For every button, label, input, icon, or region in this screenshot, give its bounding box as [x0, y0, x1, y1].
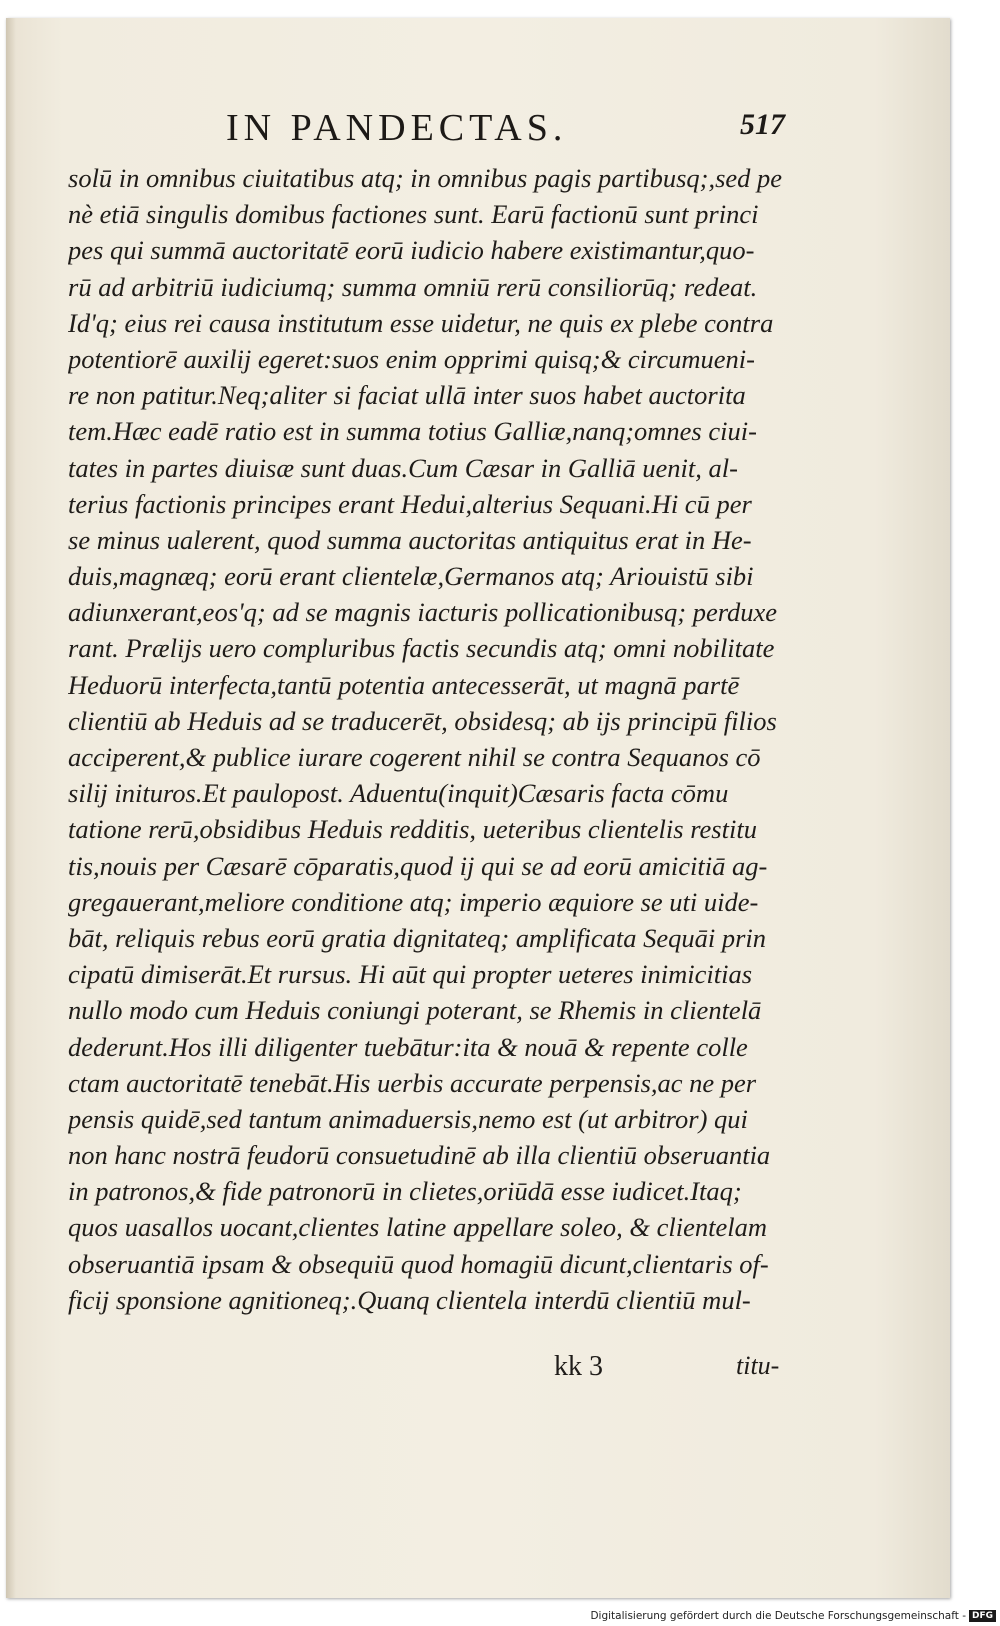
text-block — [68, 160, 788, 1318]
catchword: titu- — [736, 1351, 780, 1380]
text-line: tis,nouis per Cæsarē cōparatis,quod ij qui se ad eorū amicitiā ag- — [68, 850, 768, 881]
text-line: quos uasallos uocant,clientes latine appellare soleo, & clientelam — [68, 1212, 767, 1243]
text-line: tem.Hæc eadē ratio est in summa totius Galliæ,nanq;omnes ciui- — [68, 416, 757, 447]
credit-text: Digitalisierung gefördert durch die Deutsche Forschungsgemeinschaft - — [590, 1610, 966, 1622]
text-line: acciperent,& publice iurare cogerent nihil se contra Sequanos cō — [68, 742, 761, 772]
text-line: adiunxerant,eos'q; ad se magnis iacturis pollicationibusq; perduxe — [68, 597, 778, 628]
book-page — [6, 18, 950, 1598]
text-line: potentiorē auxilij egeret:suos enim opprimi quisq;& circumueni- — [68, 343, 755, 374]
text-line: obseruantiā ipsam & obsequiū quod homagiū dicunt,clientaris of- — [68, 1248, 769, 1279]
text-line: re non patitur.Neq;aliter si faciat ullā inter suos habet auctorita — [68, 380, 746, 411]
text-line: cipatū dimiserāt.Et rursus. Hi aūt qui propter ueteres inimicitias — [68, 959, 753, 990]
text-line: pes qui summā auctoritatē eorū iudicio habere existimantur,quo- — [68, 235, 755, 266]
text-line: duis,magnæq; eorū erant clientelæ,Germanos atq; Ariouistū sibi — [68, 561, 754, 592]
text-line: Heduorū interfecta,tantū potentia antecesserāt, ut magnā partē — [68, 669, 740, 700]
text-line: nullo modo cum Heduis coniungi poterant, se Rhemis in clientelā — [68, 995, 762, 1026]
text-line: ficij sponsione agnitioneq;.Quanq clientela interdū clientiū mul- — [68, 1284, 751, 1315]
text-line: ctam auctoritatē tenebāt.His uerbis accurate perpensis,ac ne per — [68, 1067, 757, 1098]
text-line: tatione rerū,obsidibus Heduis redditis, ueteribus clientelis restitu — [68, 814, 757, 845]
dfg-logo: DFG — [969, 1610, 996, 1622]
text-line: in patronos,& fide patronorū in clietes,oriūdā esse iudicet.Itaq; — [68, 1176, 742, 1207]
folio-number: 517 — [740, 108, 785, 141]
text-line: se minus ualerent, quod summa auctoritas antiquitus erat in He- — [68, 524, 752, 555]
text-line: Id'q; eius rei causa institutum esse uidetur, ne quis ex plebe contra — [68, 307, 774, 338]
page-edge-shadow — [6, 18, 16, 1598]
text-line: pensis quidē,sed tantum animaduersis,nemo est (ut arbitror) qui — [68, 1103, 748, 1134]
text-line: terius factionis principes erant Hedui,alterius Sequani.Hi cū per — [68, 488, 752, 519]
running-title: IN PANDECTAS. — [226, 107, 568, 149]
text-line: rū ad arbitriū iudiciumq; summa omniū rerū consiliorūq; redeat. — [68, 271, 758, 302]
text-line: bāt, reliquis rebus eorū gratia dignitateq; amplificata Sequāi prin — [68, 922, 767, 953]
text-line: non hanc nostrā feudorū consuetudinē ab illa clientiū obseruantia — [68, 1140, 771, 1171]
page-footer — [6, 1351, 950, 1391]
text-line: dederunt.Hos illi diligenter tuebātur:ita & nouā & repente colle — [68, 1031, 748, 1062]
text-line: nè etiā singulis domibus factiones sunt. Earū factionū sunt princi — [68, 199, 759, 230]
digitization-credit — [590, 1610, 996, 1622]
text-line: clientiū ab Heduis ad se traducerēt, obsidesq; ab ijs principū filios — [68, 705, 777, 736]
signature-mark: kk 3 — [554, 1351, 603, 1382]
text-line: silij inituros.Et paulopost. Aduentu(inquit)Cæsaris facta cōmu — [68, 778, 729, 809]
text-line: gregauerant,meliore conditione atq; imperio æquiore se uti uide- — [68, 886, 759, 917]
text-line: solū in omnibus ciuitatibus atq; in omnibus pagis partibusq;,sed pe — [68, 163, 783, 193]
text-line: rant. Prælijs uero compluribus factis secundis atq; omni nobilitate — [68, 633, 775, 664]
page-header — [6, 106, 950, 156]
text-line: tates in partes diuisæ sunt duas.Cum Cæsar in Galliā uenit, al- — [68, 452, 738, 483]
